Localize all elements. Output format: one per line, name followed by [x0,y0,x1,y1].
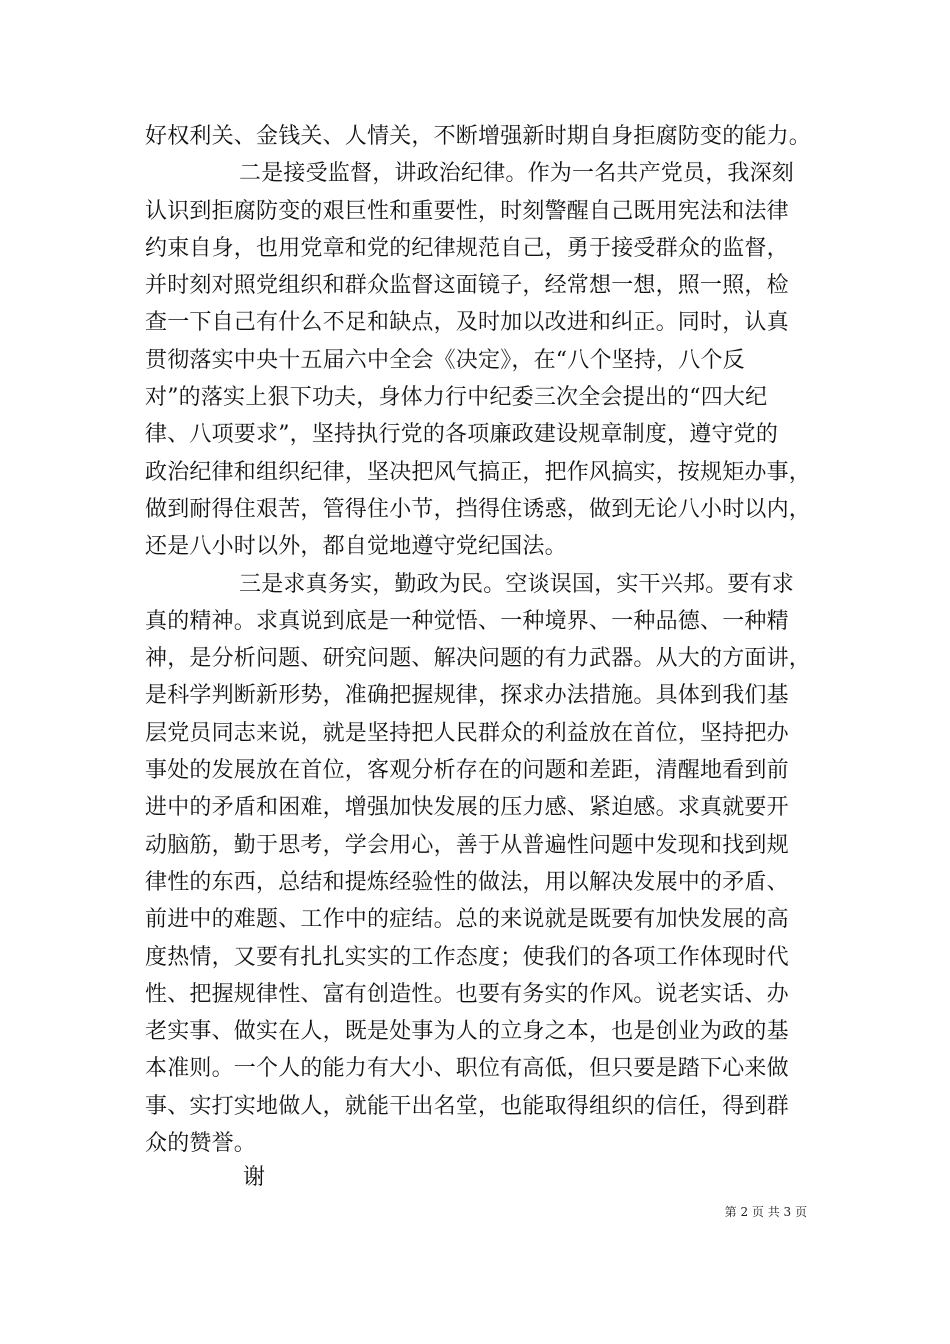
paragraph-start-line: 二是接受监督，讲政治纪律。作为一名共产党员，我深刻 [239,161,795,187]
text-line: 做到耐得住艰苦，管得住小节，挡得住诱惑，做到无论八小时以内， [145,496,812,522]
text-line: 律、八项要求”，坚持执行党的各项廉政建设规章制度，遵守党的 [145,422,779,448]
text-line: 律性的东西，总结和提炼经验性的做法，用以解决发展中的矛盾、 [145,869,789,895]
text-line: 度热情，又要有扎扎实实的工作态度；使我们的各项工作体现时代 [145,944,789,970]
text-line: 真的精神。求真说到底是一种觉悟、一种境界、一种品德、一种精 [145,608,789,634]
body-text [145,118,817,1162]
text-line: 政治纪律和组织纪律，坚决把风气搞正，把作风搞实，按规矩办事， [145,459,812,485]
text-line: 前进中的难题、工作中的症结。总的来说就是既要有加快发展的高 [145,907,789,933]
closing-text: 谢 [243,1165,266,1190]
text-line: 查一下自己有什么不足和缺点，及时加以改进和纠正。同时，认真 [145,310,789,336]
text-line: 性、把握规律性、富有创造性。也要有务实的作风。说老实话、办 [145,981,789,1007]
text-line: 事、实打实地做人，就能干出名堂，也能取得组织的信任，得到群 [145,1093,789,1119]
text-line: 约束自身，也用党章和党的纪律规范自己，勇于接受群众的监督， [145,235,789,261]
text-line: 并时刻对照党组织和群众监督这面镜子，经常想一想，照一照，检 [145,273,789,299]
text-line: 老实事、做实在人，既是处事为人的立身之本，也是创业为政的基 [145,1019,789,1045]
text-line: 贯彻落实中央十五届六中全会《决定》，在“八个坚持，八个反 [145,347,745,373]
text-line: 层党员同志来说，就是坚持把人民群众的利益放在首位，坚持把办 [145,720,789,746]
text-line: 事处的发展放在首位，客观分析存在的问题和差距，清醒地看到前 [145,758,789,784]
text-line: 众的赞誉。 [145,1131,257,1157]
text-line: 进中的矛盾和困难，增强加快发展的压力感、紧迫感。求真就要开 [145,795,789,821]
text-line: 动脑筋，勤于思考，学会用心，善于从普遍性问题中发现和找到规 [145,832,789,858]
text-line: 对”的落实上狠下功夫，身体力行中纪委三次全会提出的“四大纪 [145,385,768,411]
text-line: 还是八小时以外，都自觉地遵守党纪国法。 [145,534,567,560]
text-line: 好权利关、金钱关、人情关，不断增强新时期自身拒腐防变的能力。 [145,124,812,149]
text-line: 本准则。一个人的能力有大小、职位有高低，但只要是踏下心来做 [145,1056,789,1082]
text-line: 认识到拒腐防变的艰巨性和重要性，时刻警醒自己既用宪法和法律 [145,198,789,224]
paragraph-start-line: 三是求真务实，勤政为民。空谈误国，实干兴邦。要有求 [239,571,795,597]
text-line: 是科学判断新形势，准确把握规律，探求办法措施。具体到我们基 [145,683,789,709]
page-number: 第 2 页 共 3 页 [724,1205,807,1219]
text-line: 神，是分析问题、研究问题、解决问题的有力武器。从大的方面讲， [145,646,812,672]
